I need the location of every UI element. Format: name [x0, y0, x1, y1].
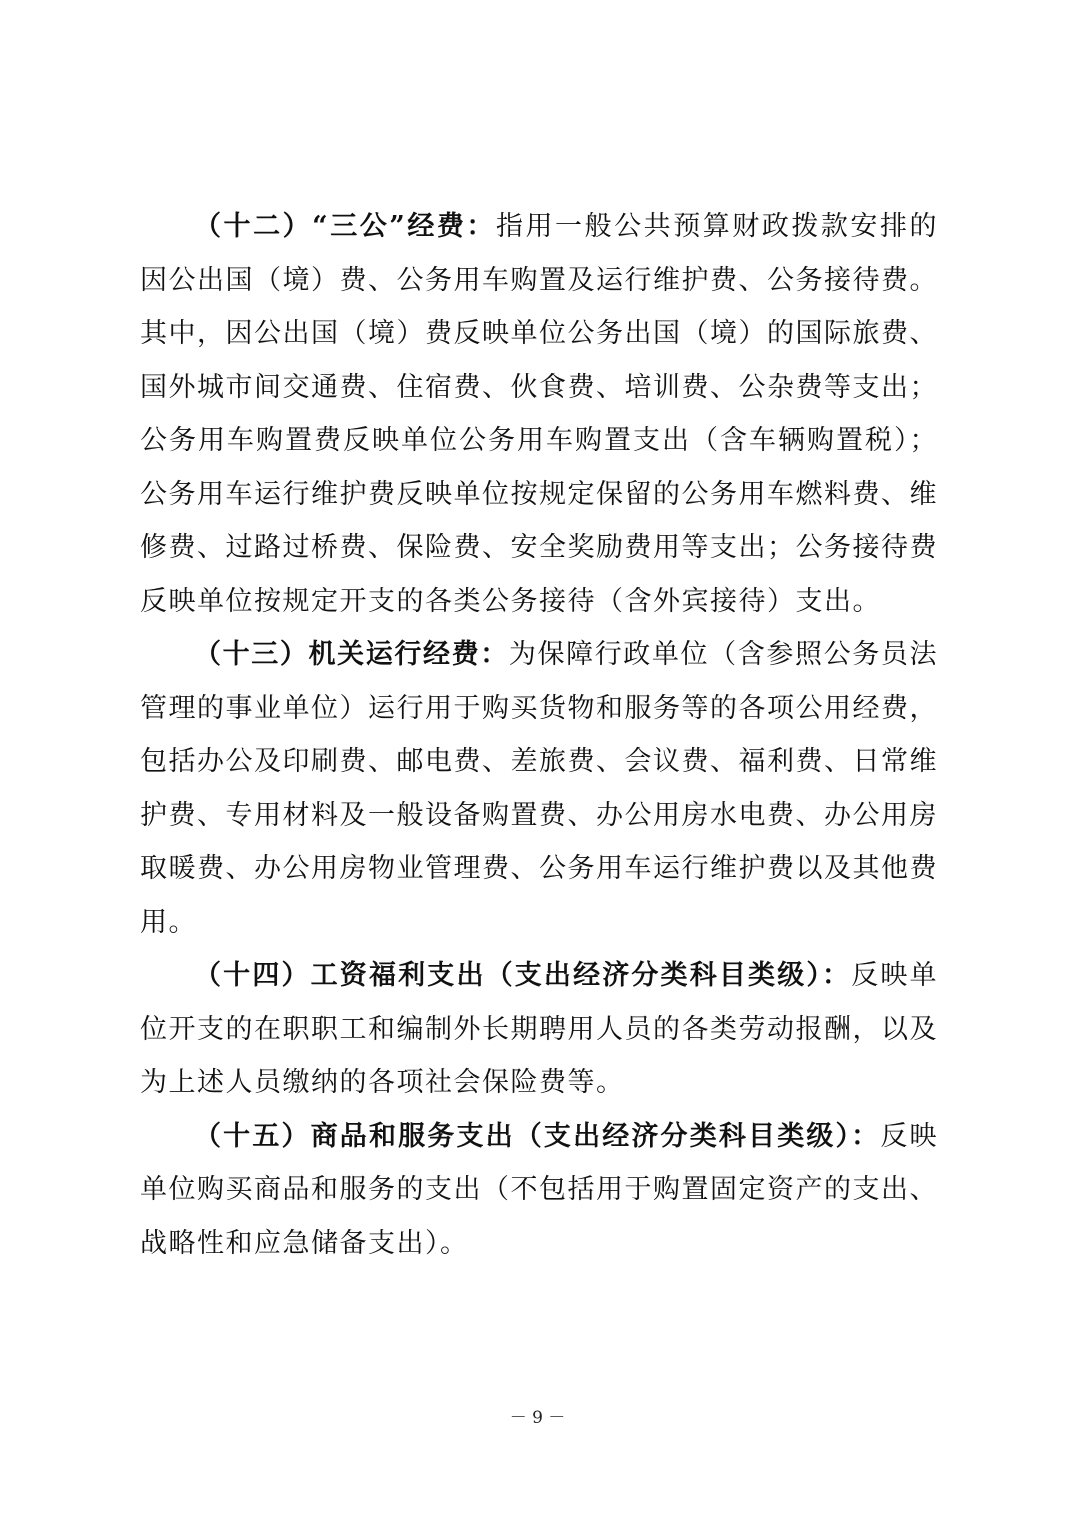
paragraph-fourteen: [140, 949, 938, 1110]
definition-fifteen: 反映单位购买商品和服务的支出（不包括用于购置固定资产的支出、战略性和应急储备支出）。: [140, 1120, 939, 1259]
term-twelve: （十二）“三公”经费：: [194, 211, 496, 242]
paragraph-twelve: [140, 200, 938, 628]
term-fifteen: （十五）商品和服务支出（支出经济分类科目类级）：: [194, 1120, 881, 1152]
definition-fourteen: 反映单位开支的在职职工和编制外长期聘用人员的各类劳动报酬，以及为上述人员缴纳的各项社会保险费等。: [140, 960, 939, 1098]
document-body: [140, 200, 938, 1270]
page-number: － 9 －: [509, 1408, 566, 1428]
term-thirteen: （十三）机关运行经费：: [194, 639, 509, 670]
definition-twelve: 指用一般公共预算财政拨款安排的因公出国（境）费、公务用车购置及运行维护费、公务接待费。其中，因公出国（境）费反映单位公务出国（境）的国际旅费、国外城市间交通费、住宿费、伙食费、培训费、公杂费等支出；公务用车购置费反映单位公务用车购置支出（含车辆购置税）；公务用车运行维护费反映单位按规定保留的公务用车燃料费、维修费、过路过桥费、保险费、安全奖励费用等支出；公务接待费反映单位按规定开支的各类公务接待（含外宾接待）支出。: [140, 211, 939, 617]
paragraph-fifteen: [140, 1110, 938, 1271]
term-fourteen: （十四）工资福利支出（支出经济分类科目类级）：: [194, 960, 852, 991]
paragraph-thirteen: [140, 628, 938, 949]
definition-thirteen: 为保障行政单位（含参照公务员法管理的事业单位）运行用于购买货物和服务等的各项公用经费，包括办公及印刷费、邮电费、差旅费、会议费、福利费、日常维护费、专用材料及一般设备购置费、办公用房水电费、办公用房取暖费、办公用房物业管理费、公务用车运行维护费以及其他费用。: [140, 639, 939, 938]
